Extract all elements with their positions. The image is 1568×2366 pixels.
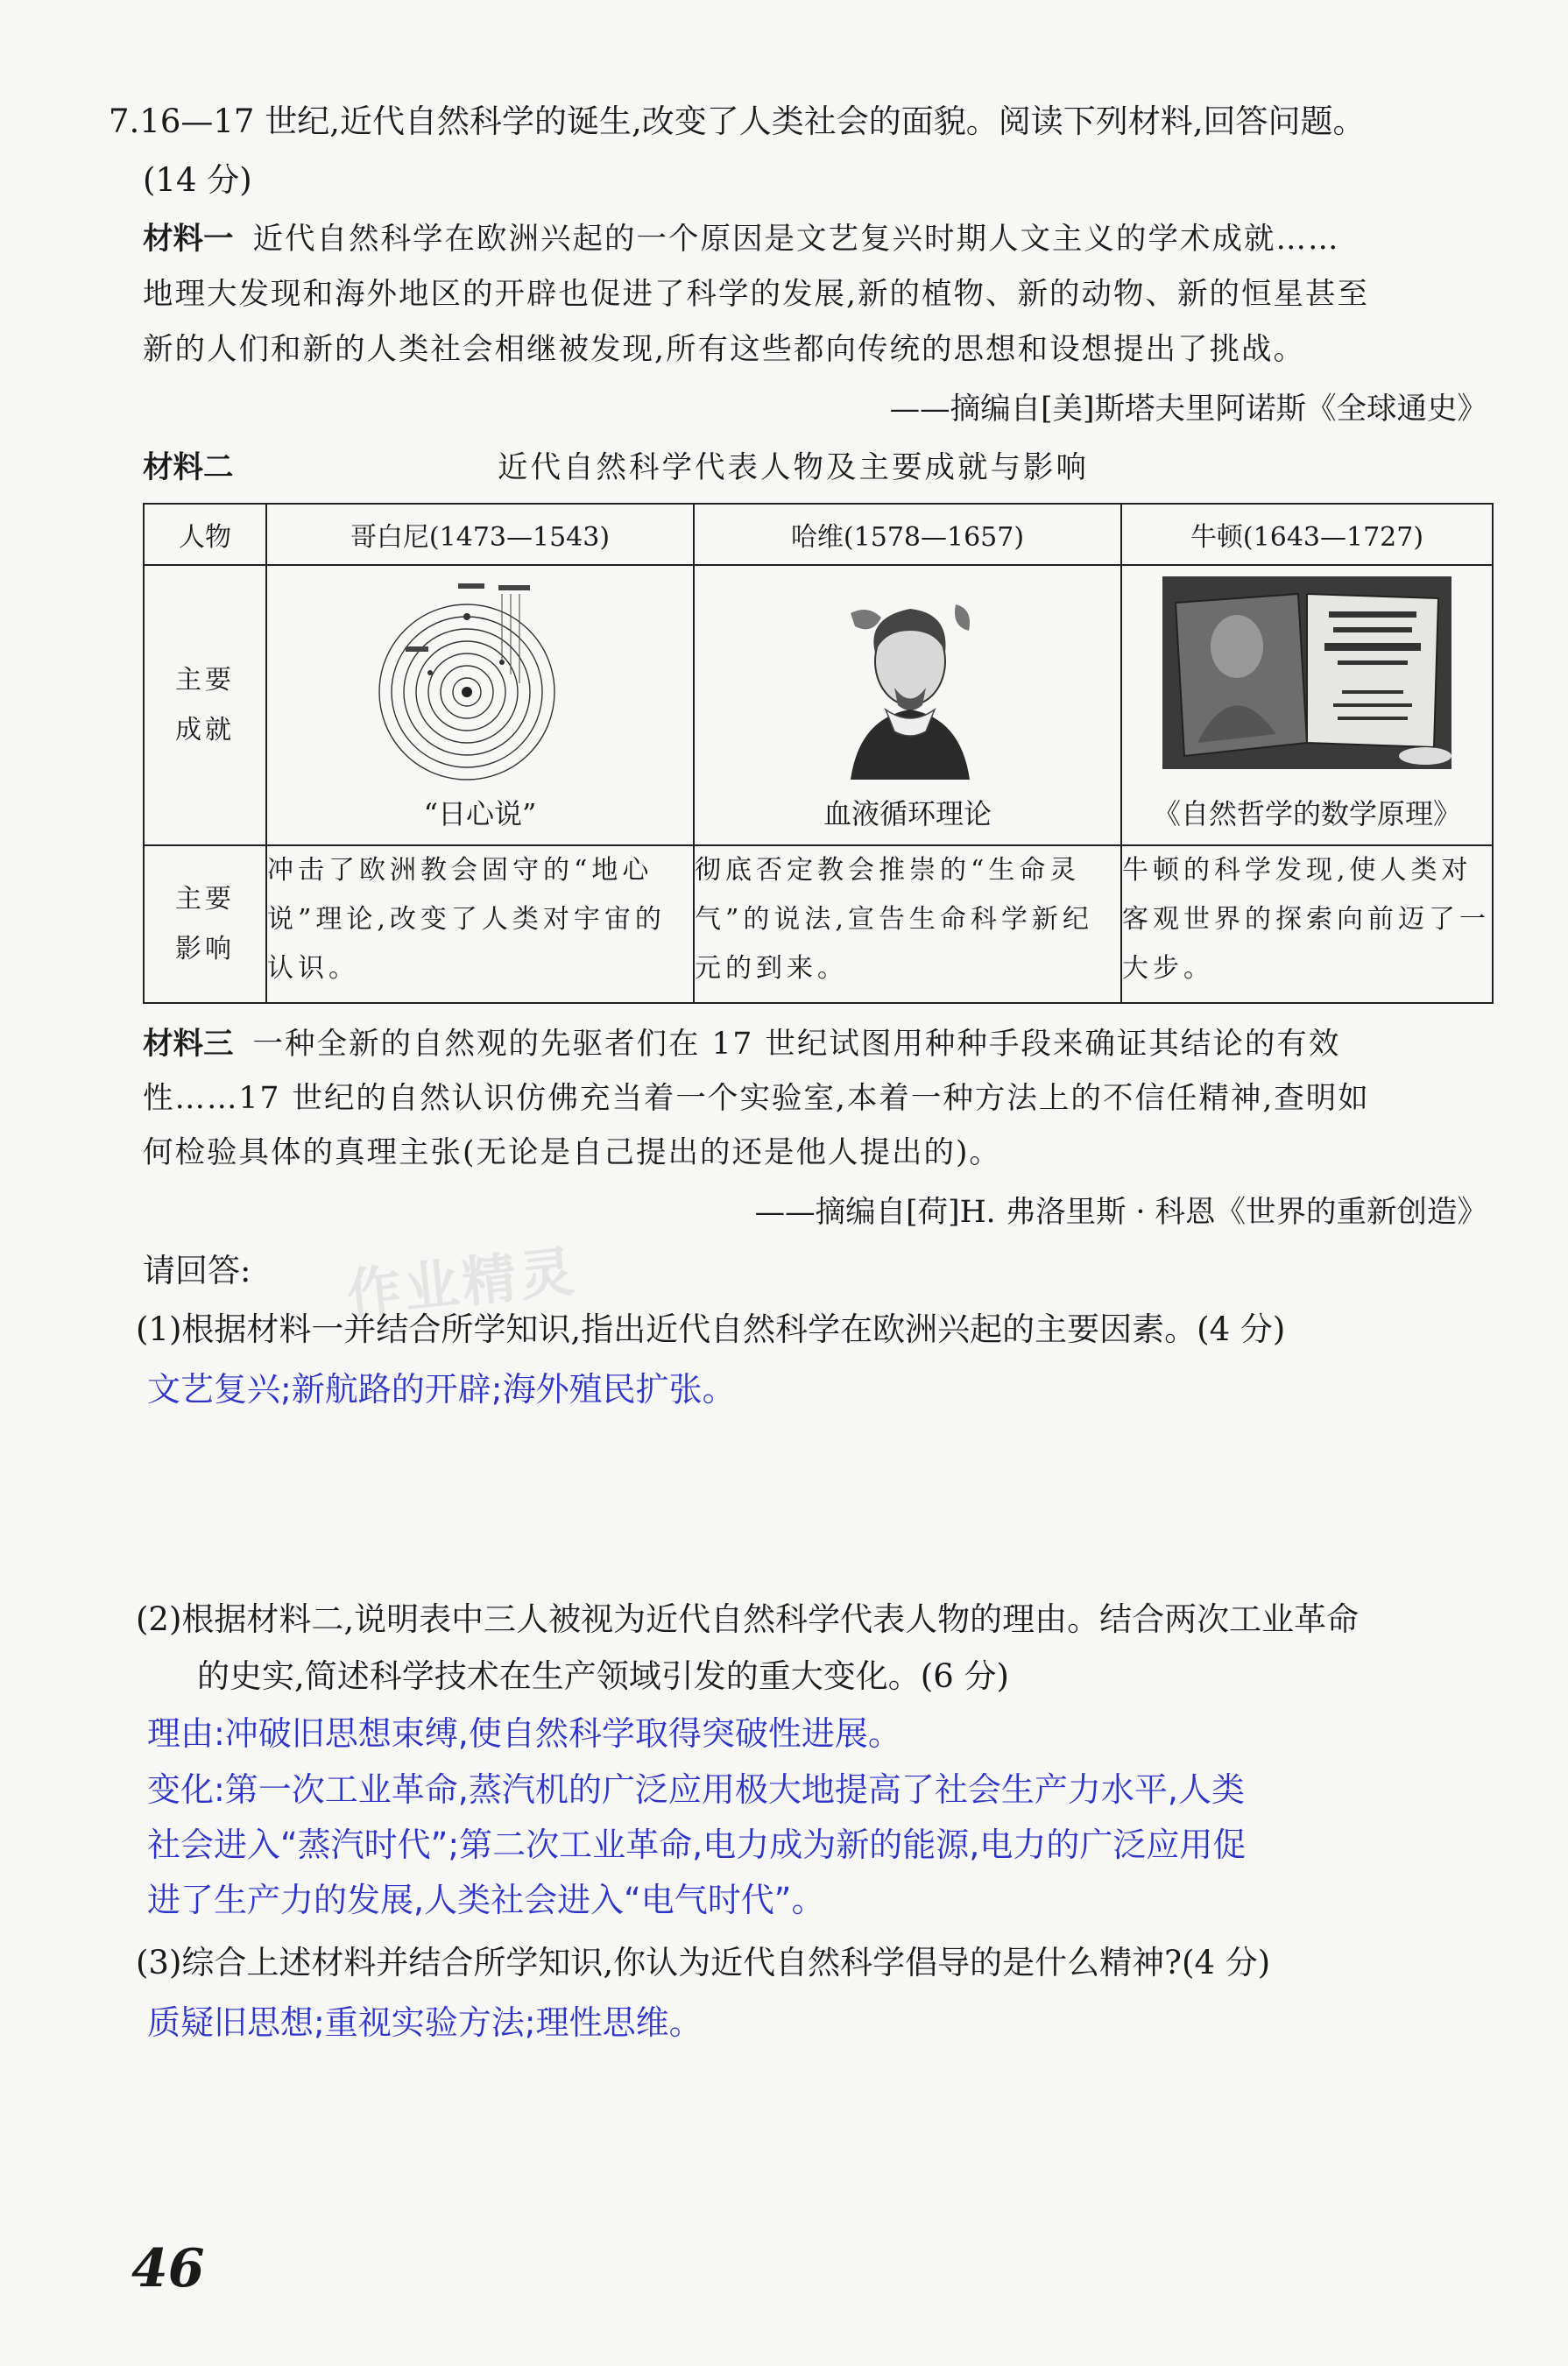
material1-line1: [143, 214, 1340, 258]
q3-answer: 质疑旧思想;重视实验方法;理性思维。: [147, 2003, 703, 2042]
effect-newton: 牛顿的科学发现,使人类对客观世界的探索向前迈了一大步。: [1121, 845, 1493, 1003]
q3-text: (3)综合上述材料并结合所学知识,你认为近代自然科学倡导的是什么精神?(4 分): [136, 1944, 1271, 1981]
achievement-newton-caption: 《自然哲学的数学原理》: [1152, 797, 1461, 830]
material3-text: 一种全新的自然观的先驱者们在 17 世纪试图用种种手段来确证其结论的有效: [252, 1027, 1341, 1062]
material2-header: [143, 442, 253, 486]
row-head-achievement-2: 成就: [175, 715, 235, 745]
row-head-effect-1: 主要: [175, 884, 235, 915]
q1-text: (1)根据材料一并结合所学知识,指出近代自然科学在欧洲兴起的主要因素。(4 分): [136, 1310, 1286, 1348]
table-col-header: 人物: [144, 504, 266, 565]
achievement-harvey: [694, 565, 1121, 845]
harvey-portrait-icon: [833, 578, 982, 780]
material3-line3: 何检验具体的真理主张(无论是自己提出的还是他人提出的)。: [143, 1135, 1001, 1170]
page-number: 46: [131, 2238, 205, 2299]
achievements-table: [143, 503, 1494, 1004]
material1-source: ——摘编自[美]斯塔夫里阿诺斯《全球通史》: [889, 392, 1487, 427]
material2-label: 材料二: [143, 450, 234, 485]
effect-copernicus: 冲击了欧洲教会固守的“地心说”理论,改变了人类对宇宙的认识。: [266, 845, 694, 1003]
question-score: (14 分): [143, 161, 252, 199]
q1-answer: 文艺复兴;新航路的开辟;海外殖民扩张。: [147, 1370, 736, 1409]
achievement-newton: [1121, 565, 1493, 845]
material3-line1: [143, 1019, 1340, 1063]
q2-answer-change-line1: 变化:第一次工业革命,蒸汽机的广泛应用极大地提高了社会生产力水平,人类: [147, 1770, 1245, 1809]
material1-line2: 地理大发现和海外地区的开辟也促进了科学的发展,新的植物、新的动物、新的恒星甚至: [143, 277, 1369, 312]
q2-answer-change-line3: 进了生产力的发展,人类社会进入“电气时代”。: [147, 1881, 825, 1919]
person-copernicus: 哥白尼(1473—1543): [266, 504, 694, 565]
table-achievement-row: [144, 565, 1493, 845]
row-head-achievement: [144, 565, 266, 845]
row-head-effect-2: 影响: [175, 934, 235, 964]
person-harvey: 哈维(1578—1657): [694, 504, 1121, 565]
q2-text-line2: 的史实,简述科学技术在生产领域引发的重大变化。(6 分): [197, 1657, 1009, 1695]
answer-prompt: 请回答:: [143, 1252, 251, 1289]
table-header-row: [144, 504, 1493, 565]
material1-text: 近代自然科学在欧洲兴起的一个原因是文艺复兴时期人文主义的学术成就……: [252, 222, 1340, 257]
question-stem: 7.16—17 世纪,近代自然科学的诞生,改变了人类社会的面貌。阅读下列材料,回答问题。: [109, 102, 1366, 140]
q2-text-line1: (2)根据材料二,说明表中三人被视为近代自然科学代表人物的理由。结合两次工业革命: [136, 1600, 1360, 1638]
achievement-copernicus-caption: “日心说”: [423, 797, 537, 830]
achievement-copernicus: [266, 565, 694, 845]
material2-title: 近代自然科学代表人物及主要成就与影响: [498, 450, 1089, 485]
table-effect-row: [144, 845, 1493, 1003]
principia-book-icon: [1162, 576, 1451, 769]
row-head-achievement-1: 主要: [175, 665, 235, 696]
material3-source: ——摘编自[荷]H. 弗洛里斯 · 科恩《世界的重新创造》: [754, 1195, 1487, 1230]
heliocentric-diagram-icon: [371, 578, 590, 788]
material1-label: 材料一: [143, 222, 234, 257]
watermark: 作业精灵: [343, 1239, 581, 1327]
q2-answer-change-line2: 社会进入“蒸汽时代”;第二次工业革命,电力成为新的能源,电力的广泛应用促: [147, 1826, 1247, 1864]
achievement-harvey-caption: 血液循环理论: [823, 797, 992, 830]
material3-label: 材料三: [143, 1027, 234, 1062]
material3-line2: 性……17 世纪的自然认识仿佛充当着一个实验室,本着一种方法上的不信任精神,查明如: [143, 1081, 1370, 1116]
q2-answer-reason: 理由:冲破旧思想束缚,使自然科学取得突破性进展。: [147, 1714, 901, 1753]
person-newton: 牛顿(1643—1727): [1121, 504, 1493, 565]
row-head-effect: [144, 845, 266, 1003]
material1-line3: 新的人们和新的人类社会相继被发现,所有这些都向传统的思想和设想提出了挑战。: [143, 332, 1305, 367]
effect-harvey: 彻底否定教会推崇的“生命灵气”的说法,宣告生命科学新纪元的到来。: [694, 845, 1121, 1003]
